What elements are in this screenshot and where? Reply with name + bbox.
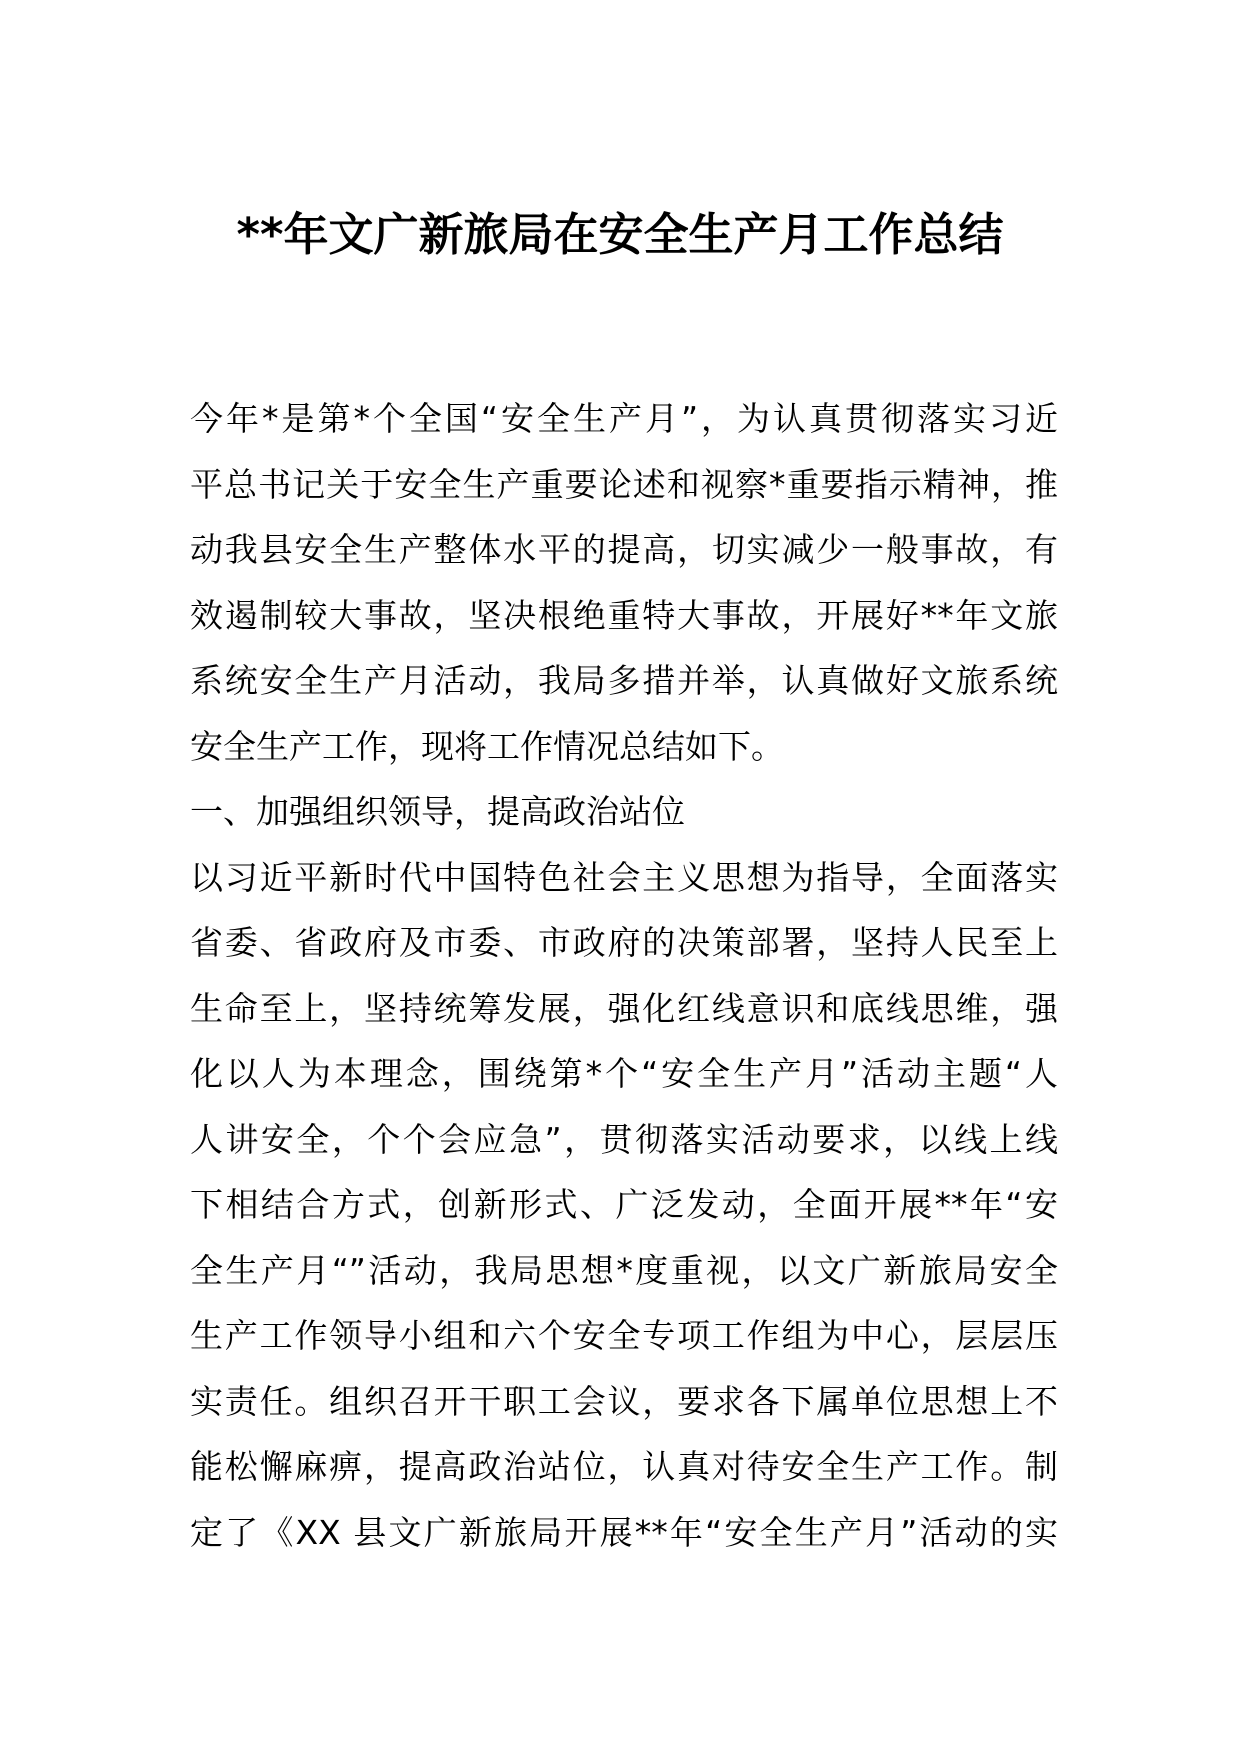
document-body [190,386,1058,1565]
document-title: **年文广新旅局在安全生产月工作总结 [236,208,1004,261]
body-line: 下相结合方式，创新形式、广泛发动，全面开展**年“安 [190,1185,1058,1224]
body-line: 系统安全生产月活动，我局多措并举，认真做好文旅系统 [190,661,1058,700]
body-line: 生命至上，坚持统筹发展，强化红线意识和底线思维，强 [190,988,1058,1028]
body-line: 全生产月“”活动，我局思想*度重视，以文广新旅局安全 [190,1250,1058,1290]
body-line: 今年*是第*个全国“安全生产月”，为认真贯彻落实习近 [190,399,1058,438]
body-line: 定了《XX 县文广新旅局开展**年“安全生产月”活动的实 [190,1512,1058,1552]
body-line: 平总书记关于安全生产重要论述和视察*重要指示精神，推 [190,464,1058,504]
section-heading: 一、加强组织领导，提高政治站位 [190,792,685,831]
body-line: 化以人为本理念，围绕第*个“安全生产月”活动主题“人 [190,1054,1058,1093]
body-line: 安全生产工作，现将工作情况总结如下。 [190,726,784,766]
body-line: 以习近平新时代中国特色社会主义思想为指导，全面落实 [190,857,1058,897]
body-line: 省委、省政府及市委、市政府的决策部署，坚持人民至上 [190,923,1058,962]
body-line: 能松懈麻痹，提高政治站位，认真对待安全生产工作。制 [190,1447,1058,1486]
body-line: 实责任。组织召开干职工会议，要求各下属单位思想上不 [190,1381,1058,1421]
body-line: 人讲安全，个个会应急”，贯彻落实活动要求，以线上线 [190,1119,1058,1159]
body-line: 动我县安全生产整体水平的提高，切实减少一般事故，有 [190,530,1058,569]
body-line: 效遏制较大事故，坚决根绝重特大事故，开展好**年文旅 [190,595,1058,635]
body-line: 生产工作领导小组和六个安全专项工作组为中心，层层压 [190,1316,1058,1355]
